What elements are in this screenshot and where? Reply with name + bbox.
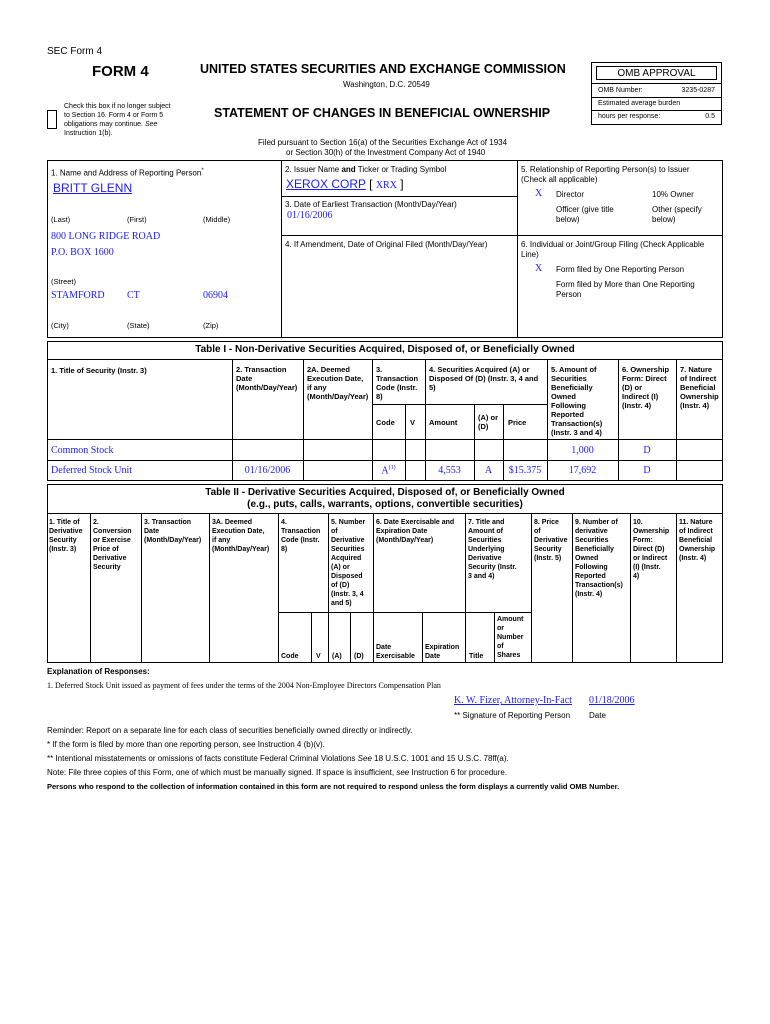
t2c1-line: (Instr. 3) <box>49 546 77 553</box>
t2c3-line: Date <box>144 528 160 535</box>
issuer-ticker: XEROX CORP [ XRX ] <box>286 177 404 191</box>
t1h7-line: Beneficial <box>680 383 716 392</box>
t2-c8 <box>534 518 567 563</box>
t1h5-line: Owned <box>551 392 577 401</box>
label-first: (First) <box>127 215 147 224</box>
section3-label: 3. Date of Earliest Transaction (Month/Day/Year) <box>285 200 457 209</box>
t1h2-line: (Month/Day/Year) <box>236 383 298 392</box>
t2c7-line: Derivative <box>468 555 502 562</box>
t2-c11 <box>679 518 715 563</box>
t1-row1-form: D <box>643 445 651 456</box>
t1h7-line: of Indirect <box>680 374 717 383</box>
label-middle: (Middle) <box>203 215 231 224</box>
reminder: Reminder: Report on a separate line for each class of securities beneficially owned directly or indirectly. <box>47 726 413 735</box>
t2c2-line: Price of <box>93 546 119 553</box>
t1h6-line: Form: Direct <box>622 374 667 383</box>
t2c11-line: of Indirect <box>679 528 713 535</box>
t1-h2a <box>307 365 368 401</box>
t1h5-line: Securities <box>551 374 587 383</box>
t1h7-line: (Instr. 4) <box>680 401 710 410</box>
t1h6-line: 6. Ownership <box>622 365 670 374</box>
date-label: Date <box>589 711 606 720</box>
t1-h2 <box>236 365 297 392</box>
t2c4-line: Code (Instr. <box>281 537 320 544</box>
t2c9-line: Transaction(s) <box>575 582 623 589</box>
t1-h1: 1. Title of Security (Instr. 3) <box>51 366 147 375</box>
t1-row1-owned: 1,000 <box>571 445 594 456</box>
section6-label: 6. Individual or Joint/Group Filing (Check Applicable Line) <box>521 240 705 259</box>
t2c5-line: Securities <box>331 546 365 553</box>
t1h3-line: 8) <box>376 392 383 401</box>
note-double-star: ** Intentional misstatements or omissions of facts constitute Federal Criminal Violations See 18 U.S.C. 1001 and 15 U.S.C. 78ff(a). <box>47 754 509 763</box>
table-2-title: Table II - Derivative Securities Acquired, Disposed of, or Beneficially Owned (e.g., puts, calls, warrants, options, convertible securities) <box>205 487 565 510</box>
t2c6-line: Expiration Date <box>376 528 428 535</box>
t2-c9 <box>575 518 623 599</box>
t2c4-line: 4. <box>281 519 287 526</box>
t2c9-line: Reported <box>575 573 606 580</box>
section4-label: 4. If Amendment, Date of Original Filed (Month/Day/Year) <box>285 240 488 249</box>
t2-c6 <box>376 518 454 545</box>
t2c6-line: (Month/Day/Year) <box>376 537 434 544</box>
t2c10-line: Form: <box>633 537 653 544</box>
one-person-check[interactable]: X <box>535 263 543 274</box>
omb-hours-label: hours per response: <box>598 113 661 120</box>
t2-sub-title: Title <box>469 653 484 660</box>
t2c10-line: (I) (Instr. <box>633 564 661 571</box>
t1-row2-form: D <box>643 465 651 476</box>
statement-title: STATEMENT OF CHANGES IN BENEFICIAL OWNERSHIP <box>214 106 551 120</box>
t1h6-line: Indirect (I) <box>622 392 659 401</box>
label-city: (City) <box>51 321 69 330</box>
t2c9-line: 9. Number of <box>575 519 618 526</box>
t2c10-line: Direct (D) <box>633 546 665 553</box>
t2c3a-line: 3A. Deemed <box>212 519 253 526</box>
t1-row2-price: $15.375 <box>508 465 542 476</box>
t1h5-line: (Instr. 3 and 4) <box>551 428 602 437</box>
t2c10-line: Ownership <box>633 528 670 535</box>
explanation-title: Explanation of Responses: <box>47 667 150 676</box>
t2c5-line: Disposed <box>331 573 363 580</box>
persons-notice: Persons who respond to the collection of information contained in this form are not required to respond unless the form displays a currently valid OMB Number. <box>47 782 620 791</box>
t2c4-line: 8) <box>281 546 288 553</box>
t2c2-line: Security <box>93 564 121 571</box>
ten-percent-label: 10% Owner <box>652 190 694 199</box>
t2c3a-line: (Month/Day/Year) <box>212 546 270 553</box>
t2-sub-date-ex: Date Exercisable <box>376 644 415 660</box>
t2c3-line: (Month/Day/Year) <box>144 537 202 544</box>
t2-c3 <box>144 518 201 545</box>
t1h4-line: 4. Securities Acquired (A) or <box>429 365 530 374</box>
t1h3-line: 3. <box>376 365 383 374</box>
omb-number-label: OMB Number: <box>598 87 643 94</box>
t1-sub-ad: (A) or (D) <box>478 413 498 431</box>
t2c5-line: of (D) <box>331 582 350 589</box>
t1h2a-line: if any <box>307 383 327 392</box>
t1h2-line: 2. Transaction <box>236 365 287 374</box>
t2c7-line: 3 and 4) <box>468 573 495 580</box>
t1h7-line: 7. Nature <box>680 365 713 374</box>
signature: K. W. Fizer, Attorney-In-Fact <box>454 695 572 706</box>
omb-approval-box <box>591 62 722 125</box>
t1h7-line: Ownership <box>680 392 719 401</box>
earliest-transaction-date: 01/16/2006 <box>287 210 333 221</box>
t1h2a-line: Execution Date, <box>307 374 364 383</box>
omb-hours: 0.5 <box>705 113 715 120</box>
t1h5-line: Following <box>551 401 586 410</box>
officer-label: Officer (give title below) <box>556 205 614 224</box>
t2c9-line: Owned <box>575 555 599 562</box>
t2c10-line: 10. <box>633 519 643 526</box>
t1-row2-owned: 17,692 <box>568 465 597 476</box>
section2-label: 2. Issuer Name and Ticker or Trading Symbol <box>285 165 447 174</box>
section5-label: 5. Relationship of Reporting Person(s) to Issuer (Check all applicable) <box>521 165 690 184</box>
t1h3-line: Transaction <box>376 374 419 383</box>
t1-h5 <box>551 365 602 437</box>
address-zip: 06904 <box>203 290 228 301</box>
t1-sub-amount: Amount <box>429 418 458 427</box>
more-persons-label: Form filed by More than One Reporting Person <box>556 280 695 299</box>
t1h5-line: Transaction(s) <box>551 419 603 428</box>
t2c4-line: Transaction <box>281 528 321 535</box>
t2amt-line: Amount <box>497 616 524 623</box>
t2c5-line: (Instr. 3, 4 <box>331 591 364 598</box>
t1h6-line: (D) or <box>622 383 642 392</box>
checkbox-text: Check this box if no longer subject to Section 16. Form 4 or Form 5 obligations may continue. See Instruction 1(b). <box>64 103 171 137</box>
t2c1-line: 1. Title of <box>49 519 80 526</box>
t1h3-line: Code (Instr. <box>376 383 418 392</box>
t1h5-line: Beneficially <box>551 383 593 392</box>
filed-pursuant-1: Filed pursuant to Section 16(a) of the Securities Exchange Act of 1934 <box>258 138 508 147</box>
signature-label: ** Signature of Reporting Person <box>454 711 571 720</box>
explanation-1: 1. Deferred Stock Unit issued as payment of fees under the terms of the 2004 Non-Employee Directors Compensation Plan <box>47 681 441 690</box>
t2c9-line: Securities <box>575 537 609 544</box>
note-file: Note: File three copies of this Form, one of which must be manually signed. If space is insufficient, see Instruction 6 for procedure. <box>47 768 508 777</box>
t2amt-line: Shares <box>497 652 521 659</box>
t2c9-line: (Instr. 4) <box>575 591 603 598</box>
t2-sub-d: (D) <box>354 653 364 660</box>
address-line-1: 800 LONG RIDGE ROAD <box>51 231 161 242</box>
t2amt-line: Number <box>497 634 524 641</box>
director-check[interactable]: X <box>535 188 543 199</box>
t2c7-line: Amount of <box>468 528 503 535</box>
t1-h6 <box>622 365 669 410</box>
t1-row2-date: 01/16/2006 <box>244 465 291 476</box>
t2c2-line: 2. <box>93 519 99 526</box>
t1h4-line: Disposed Of (D) (Instr. 3, 4 and <box>429 374 539 383</box>
t2c3a-line: Execution Date, <box>212 528 265 535</box>
t2-sub-exp: Expiration Date <box>425 644 460 660</box>
omb-number: 3235-0287 <box>681 87 715 94</box>
other-label: Other (specify below) <box>652 205 702 224</box>
t2c7-line: Underlying <box>468 546 505 553</box>
t2c2-line: Derivative <box>93 555 127 562</box>
omb-title: OMB APPROVAL <box>596 66 717 80</box>
t2-amount-header <box>497 615 523 660</box>
t2amt-line: or <box>497 625 504 632</box>
t2c1-line: Derivative <box>49 528 83 535</box>
t2c8-line: Derivative <box>534 537 568 544</box>
t2c7-line: 7. Title and <box>468 519 505 526</box>
t2-c10 <box>633 518 669 581</box>
t1h2a-line: (Month/Day/Year) <box>307 392 369 401</box>
t1-row1-title: Common Stock <box>51 445 114 456</box>
t2c9-line: derivative <box>575 528 608 535</box>
section1-label: 1. Name and Address of Reporting Person* <box>51 168 204 178</box>
omb-burden-label: Estimated average burden <box>598 100 681 107</box>
t1h4-line: 5) <box>429 383 436 392</box>
t2c5-line: Acquired <box>331 555 362 562</box>
no-longer-subject-checkbox[interactable] <box>47 110 57 129</box>
address-city: STAMFORD <box>51 290 105 301</box>
sec-form-label: SEC Form 4 <box>47 46 103 57</box>
t2c10-line: 4) <box>633 573 640 580</box>
t2c2-line: or Exercise <box>93 537 131 544</box>
t2-sub-a: (A) <box>332 653 342 660</box>
t2-c4 <box>281 518 320 554</box>
t1-row2-ad: A <box>484 465 493 476</box>
t1-h7 <box>680 365 719 410</box>
t2c8-line: of <box>534 528 541 535</box>
signature-date: 01/18/2006 <box>589 695 635 706</box>
t1h5-line: Reported <box>551 410 584 419</box>
t1h5-line: 5. Amount of <box>551 365 597 374</box>
t1-row2-code: $A^{(1)}$ <box>381 465 396 477</box>
t2c7-line: Security (Instr. <box>468 564 517 571</box>
t1-sub-v: V <box>410 418 416 427</box>
t2-sub-code: Code <box>281 653 299 660</box>
label-zip: (Zip) <box>203 321 219 330</box>
filed-pursuant-2: or Section 30(h) of the Investment Company Act of 1940 <box>286 148 486 157</box>
agency-city: Washington, D.C. 20549 <box>343 80 430 89</box>
t2c11-line: Beneficial <box>679 537 713 544</box>
t1-row2-title: Deferred Stock Unit <box>51 465 133 476</box>
t1-sub-price: Price <box>508 418 527 427</box>
address-line-2: P.O. BOX 1600 <box>51 247 114 258</box>
t2-c3a <box>212 518 269 554</box>
address-state: CT <box>127 290 140 301</box>
issuer-name: XEROX CORP <box>286 177 366 191</box>
t2c9-line: Beneficially <box>575 546 614 553</box>
t2c8-line: Security <box>534 546 562 553</box>
t2c9-line: Following <box>575 564 608 571</box>
t1h2-line: Date <box>236 374 253 383</box>
t2-sub-v: V <box>316 653 321 660</box>
t2-c2 <box>93 518 132 572</box>
table-1-title: Table I - Non-Derivative Securities Acquired, Disposed of, or Beneficially Owned <box>195 344 575 355</box>
t1-sub-code: Code <box>376 418 395 427</box>
t2c11-line: (Instr. 4) <box>679 555 707 562</box>
note-star: * If the form is filed by more than one reporting person, see Instruction 4 (b)(v). <box>47 740 325 749</box>
agency-title: UNITED STATES SECURITIES AND EXCHANGE COMMISSION <box>200 62 566 76</box>
t2c1-line: Security <box>49 537 77 544</box>
t2c2-line: Conversion <box>93 528 132 535</box>
t2c5-line: (A) or <box>331 564 350 571</box>
t2c5-line: Derivative <box>331 537 365 544</box>
t2c11-line: 11. Nature <box>679 519 713 526</box>
t1-h4 <box>429 365 538 392</box>
t1h2a-line: 2A. Deemed <box>307 365 350 374</box>
t2amt-line: of <box>497 643 504 650</box>
t2c11-line: Ownership <box>679 546 716 553</box>
t2c3a-line: if any <box>212 537 231 544</box>
t2c5-line: and 5) <box>331 600 352 607</box>
t1-h3 <box>376 365 418 401</box>
ticker-symbol: XRX <box>375 180 397 191</box>
label-last: (Last) <box>51 215 71 224</box>
director-label: Director <box>556 190 585 199</box>
form-title: FORM 4 <box>92 63 149 80</box>
reporting-person-name: BRITT GLENN <box>53 181 133 195</box>
t2c5-line: of <box>331 528 338 535</box>
t1h6-line: (Instr. 4) <box>622 401 652 410</box>
t2-c5 <box>331 518 365 608</box>
t2c6-line: 6. Date Exercisable and <box>376 519 455 526</box>
t2c7-line: Securities <box>468 537 502 544</box>
label-state: (State) <box>127 321 150 330</box>
t2-c7 <box>468 518 517 581</box>
t2c10-line: or Indirect <box>633 555 668 562</box>
t2-c1 <box>49 518 82 554</box>
t1-row2-amount: 4,553 <box>438 465 461 476</box>
t2c5-line: 5. Number <box>331 519 366 526</box>
t2c3-line: 3. Transaction <box>144 519 192 526</box>
label-street: (Street) <box>51 277 77 286</box>
one-person-label: Form filed by One Reporting Person <box>556 265 685 274</box>
t2c8-line: 8. Price <box>534 519 559 526</box>
t2c8-line: (Instr. 5) <box>534 555 562 562</box>
